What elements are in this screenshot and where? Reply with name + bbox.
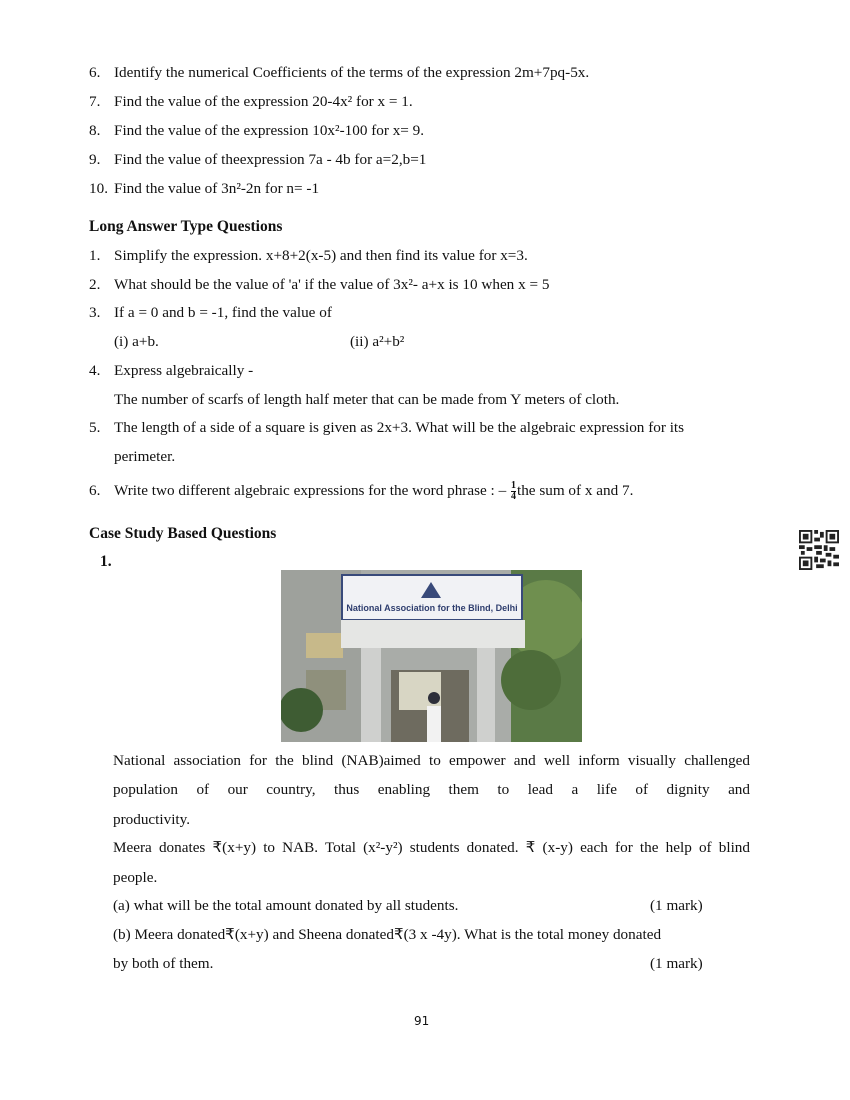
question-number: 2.: [89, 276, 101, 293]
question-number: 10.: [89, 180, 108, 197]
case-study-paragraph-1-end: productivity.: [113, 811, 191, 828]
question-text: Find the value of the expression 20-4x² for x = 1.: [114, 93, 413, 110]
case-study-paragraph-2-end: people.: [113, 869, 158, 886]
case-study-paragraph-2: Meera donates ₹(x+y) to NAB. Total (x²-y²) students donated. ₹ (x-y) each for the help of blind: [113, 839, 750, 856]
question-text: Write two different algebraic expressions for the word phrase : –: [114, 481, 507, 499]
case-study-question-b: (b) Meera donated₹(x+y) and Sheena donated₹(3 x -4y). What is the total money donated: [113, 926, 662, 943]
section-heading-case-study: Case Study Based Questions: [89, 525, 277, 542]
fraction-denominator: 4: [510, 491, 516, 502]
sign-text: National Association for the Blind, Delhi: [346, 603, 518, 613]
question-text: If a = 0 and b = -1, find the value of: [114, 304, 332, 321]
question-b-marks: (1 mark): [650, 955, 703, 972]
question-number: 8.: [89, 122, 101, 139]
question-number: 5.: [89, 419, 101, 436]
case-study-question-a: (a) what will be the total amount donated by all students.: [113, 897, 459, 914]
question-text: Find the value of theexpression 7a - 4b for a=2,b=1: [114, 151, 427, 168]
nab-building-photo: [281, 570, 582, 742]
long-question-4-sub: The number of scarfs of length half meter that can be made from Y meters of cloth.: [114, 391, 620, 408]
question-9: [89, 151, 426, 169]
question-number: 6.: [89, 481, 101, 499]
long-question-6: [89, 481, 633, 502]
question-number: 4.: [89, 362, 101, 379]
question-7: [89, 93, 413, 111]
question-8: [89, 122, 424, 140]
long-question-5: [89, 419, 684, 437]
fraction: [511, 481, 516, 502]
question-text: Simplify the expression. x+8+2(x-5) and then find its value for x=3.: [114, 247, 528, 264]
question-number: 1.: [89, 247, 101, 264]
long-question-3-part-ii: (ii) a²+b²: [350, 333, 405, 350]
question-number: 7.: [89, 93, 101, 110]
question-text: The length of a side of a square is given as 2x+3. What will be the algebraic expression for its: [114, 419, 685, 436]
building-illustration: [281, 570, 582, 742]
long-question-5-cont: perimeter.: [114, 448, 176, 465]
long-question-4: [89, 362, 253, 380]
question-number: 9.: [89, 151, 101, 168]
question-number: 3.: [89, 304, 101, 321]
case-study-number: 1.: [100, 553, 112, 570]
question-10: [89, 180, 319, 198]
long-question-3-part-i: (i) a+b.: [114, 333, 159, 350]
case-study-question-b-end: by both of them.: [113, 955, 214, 972]
long-question-2: [89, 276, 549, 294]
question-text: Find the value of the expression 10x²-100 for x= 9.: [114, 122, 425, 139]
section-heading-long-answer: Long Answer Type Questions: [89, 218, 283, 235]
question-6: [89, 64, 589, 82]
question-text: Express algebraically -: [114, 362, 254, 379]
case-study-paragraph-1: National association for the blind (NAB)aimed to empower and well inform visually challenged population of our country, thus enabling them to lead a life of dignity and: [113, 752, 750, 798]
long-question-3: [89, 304, 332, 322]
long-question-1: [89, 247, 528, 265]
question-text: Find the value of 3n²-2n for n= -1: [114, 180, 320, 197]
question-text: Identify the numerical Coefficients of the terms of the expression 2m+7pq-5x.: [114, 64, 590, 81]
question-number: 6.: [89, 64, 101, 81]
question-text: What should be the value of 'a' if the value of 3x²- a+x is 10 when x = 5: [114, 276, 550, 293]
fraction-numerator: 1: [510, 480, 516, 491]
qr-code-icon: [798, 530, 840, 570]
question-a-marks: (1 mark): [650, 897, 703, 914]
question-text-after: the sum of x and 7.: [516, 481, 634, 499]
page-number: 91: [414, 1014, 430, 1028]
